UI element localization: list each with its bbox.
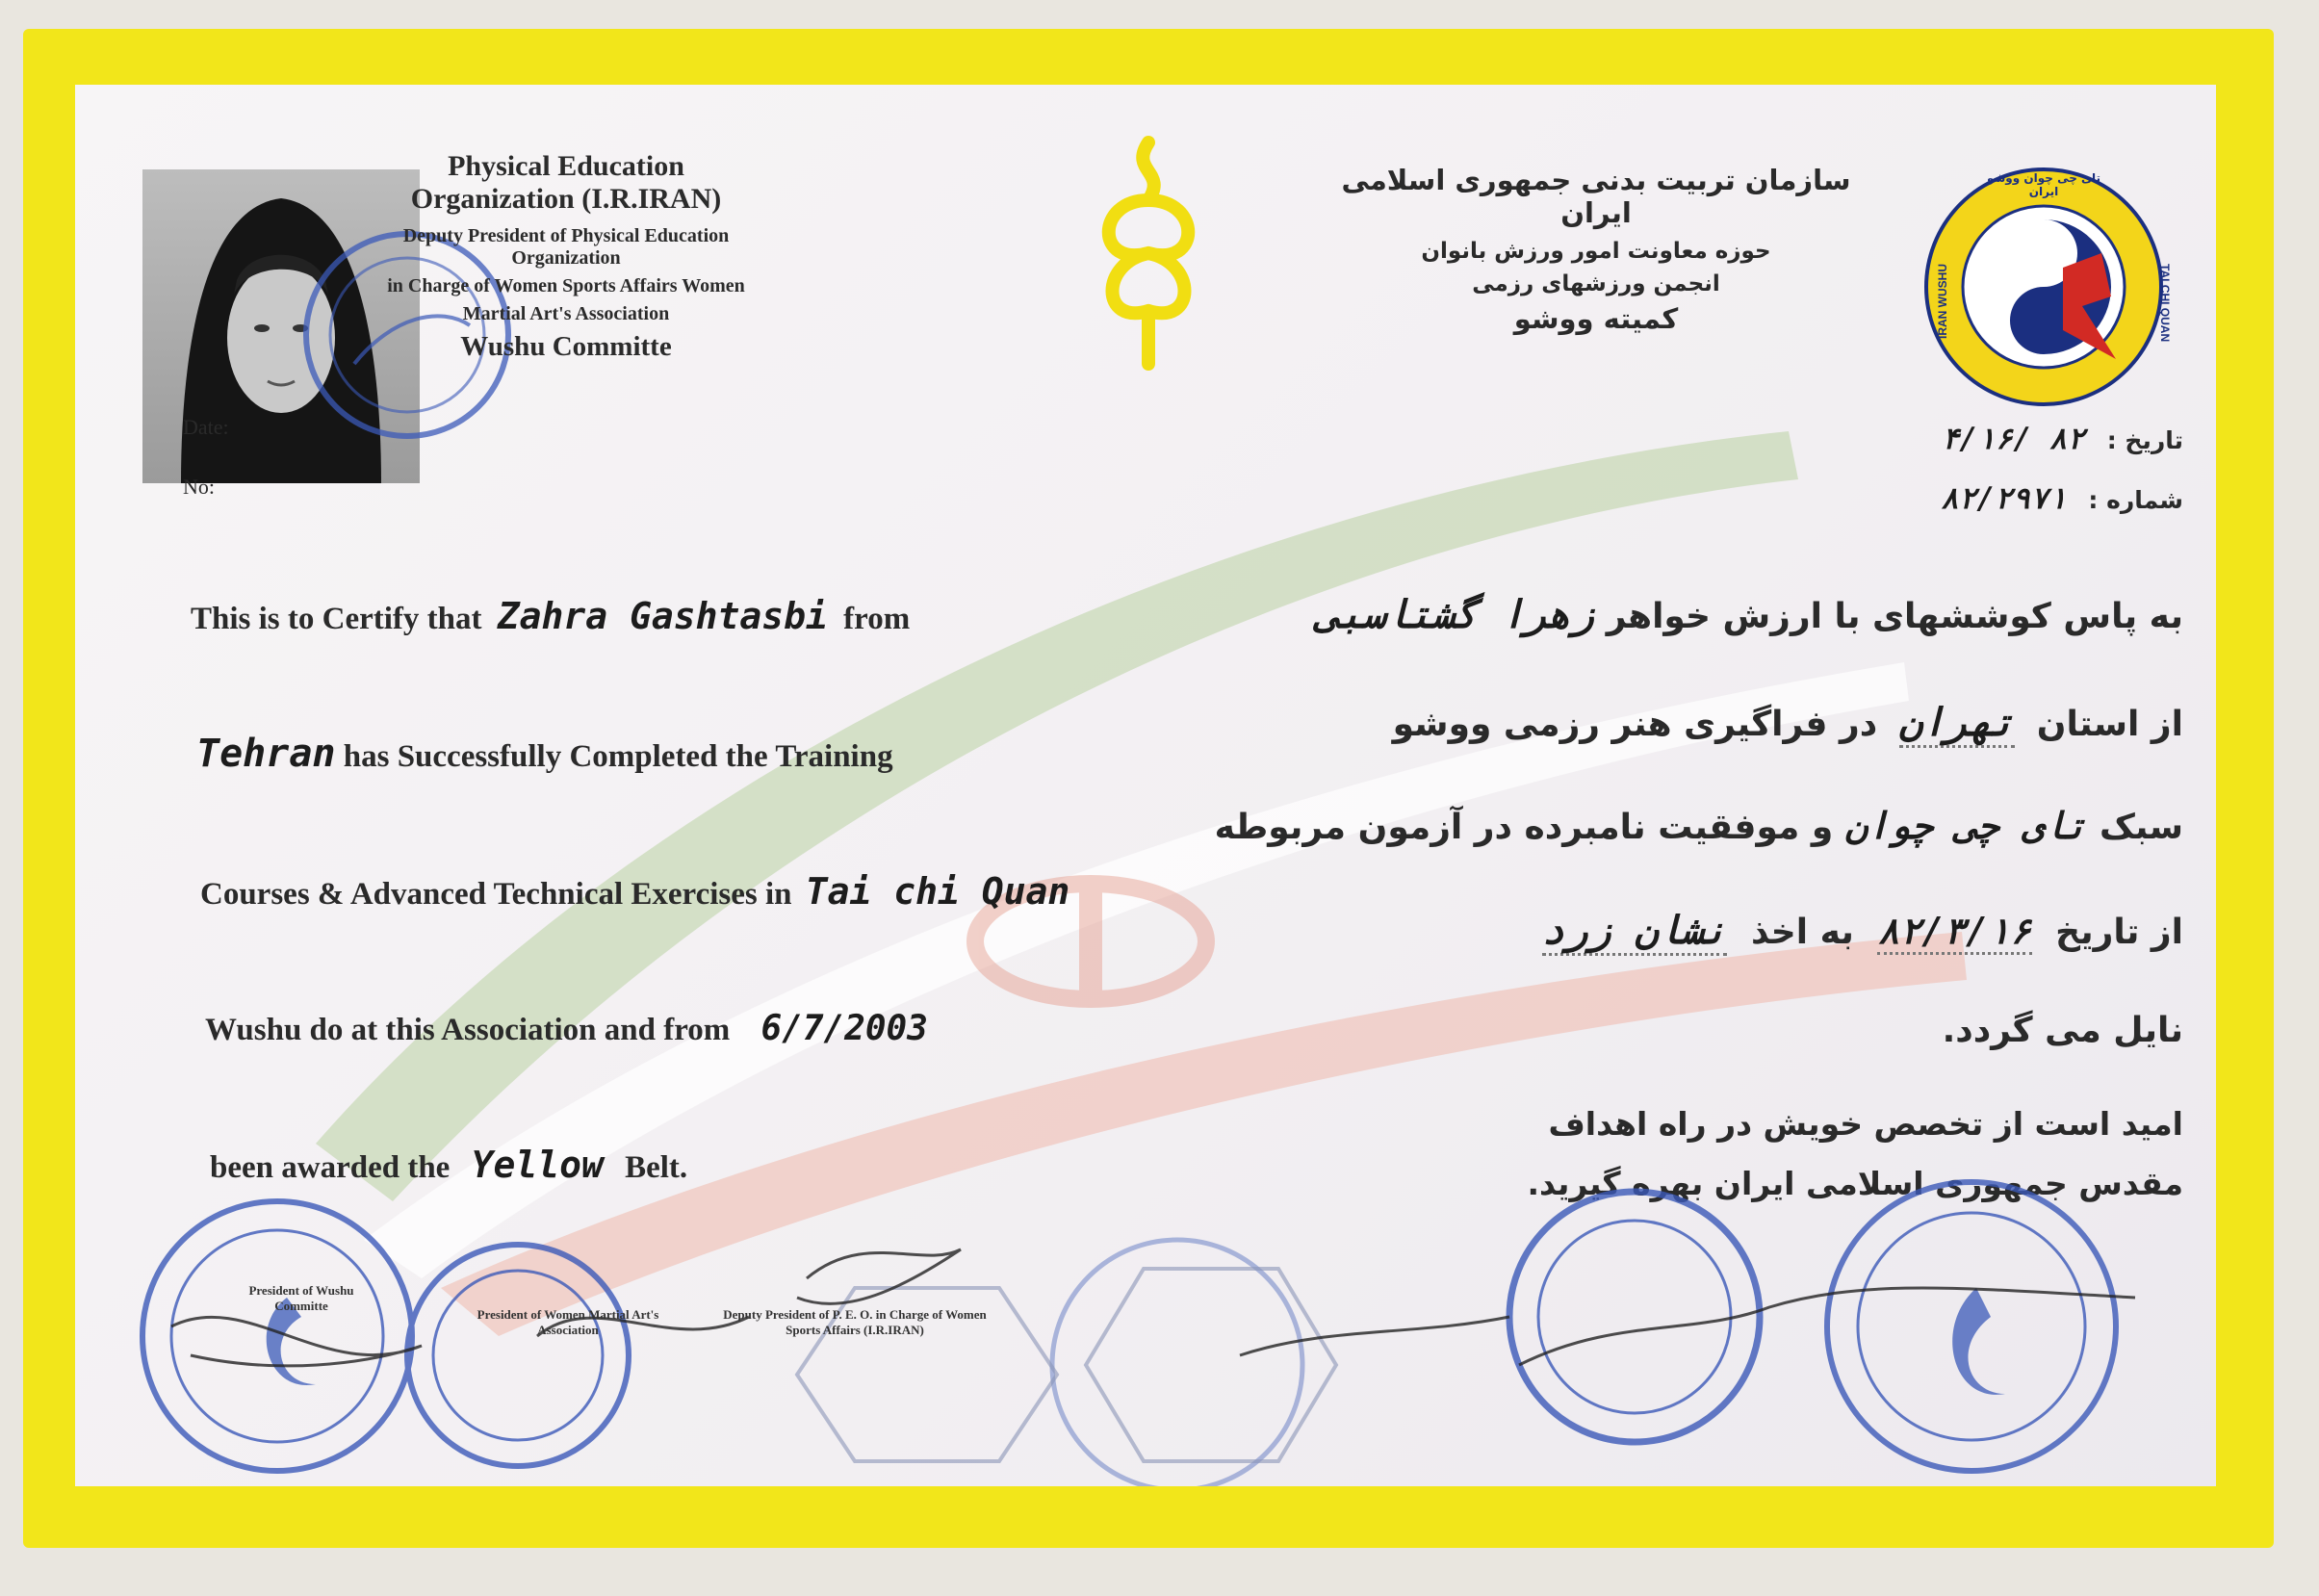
certificate-paper	[75, 85, 2216, 1486]
fa-line2-text: در فراگیری هنر رزمی ووشو	[1392, 705, 1878, 744]
date-label-fa: تاریخ :	[2106, 426, 2183, 454]
fa-line4-prefix: از تاریخ	[2055, 913, 2183, 952]
en-line5-prefix: been awarded the	[210, 1150, 451, 1185]
en-line4-text: Wushu do at this Association and from	[205, 1013, 731, 1047]
seal-stamps	[133, 1172, 2174, 1486]
fa-line3-text: و موفقیت نامبرده در آزمون مربوطه	[1214, 808, 1834, 847]
fa-line4-mid: به اخذ	[1750, 913, 1854, 952]
award-date-fa: ۸۲/۳/۱۶	[1877, 910, 2031, 955]
signature-title-1: President of Wushu Committe	[248, 1283, 354, 1313]
header-fa-line1: سازمان تربیت بدنی جمهوری اسلامی ایران	[1341, 164, 1851, 229]
city-en: Tehran	[196, 732, 336, 776]
logo-text-right: TAI CHI QUAN	[2158, 264, 2172, 343]
en-line5-suffix: Belt.	[625, 1150, 688, 1185]
fa-line3-prefix: سبک	[2100, 808, 2183, 847]
logo-text-top: تای چی چوان ووشو ایران	[1986, 171, 2101, 198]
start-date-en: 6/7/2003	[760, 1009, 928, 1048]
en-line1-suffix: from	[843, 602, 911, 636]
header-en-line3: in Charge of Women Sports Affairs Women	[387, 275, 745, 296]
header-en-line1: Physical Education Organization (I.R.IRAN)	[410, 150, 722, 215]
date-label-en: Date:	[183, 415, 229, 439]
fa-line6-text: امید است از تخصص خویش در راه اهداف	[1548, 1105, 2183, 1143]
logo-text-left: IRAN WUSHU	[1936, 264, 1949, 339]
fa-line1-text: به پاس کوششهای با ارزش خواهر	[1606, 597, 2183, 636]
signature-title-3: Deputy President of P. E. O. in Charge of Women Sports Affairs (I.R.IRAN)	[723, 1307, 987, 1337]
lion-emblem-icon	[1076, 133, 1221, 373]
header-fa-line3: انجمن ورزشهای رزمی	[1472, 271, 1720, 296]
header-fa-line4: کمیته ووشو	[1513, 302, 1679, 335]
style-fa: تای چی چوان	[1844, 805, 2088, 847]
signature-title-2: President of Women Martial Art's Association	[477, 1307, 659, 1337]
header-fa-line2: حوزه معاونت امور ورزش بانوان	[1421, 239, 1771, 264]
fa-line5-text: نایل می گردد.	[1942, 1011, 2183, 1050]
holder-name-fa: زهرا گشتاسبی	[1316, 593, 1595, 637]
en-line1-prefix: This is to Certify that	[191, 602, 482, 636]
en-line3-text: Courses & Advanced Technical Exercises in	[200, 877, 792, 912]
header-en-line5: Wushu Committe	[460, 331, 672, 362]
no-label-en: No:	[183, 475, 215, 499]
en-line2-text: has Successfully Completed the Training	[343, 739, 893, 774]
date-value-fa: ۸۲ /۴/۱۶	[1941, 422, 2085, 456]
fa-line2-prefix: از استان	[2036, 705, 2183, 744]
belt-en: Yellow	[471, 1144, 604, 1186]
city-fa: تهران	[1899, 701, 2015, 748]
fa-line7-text: مقدس جمهوری اسلامی ایران بهره گیرید.	[1527, 1165, 2183, 1202]
style-en: Tai chi Quan	[805, 870, 1070, 913]
header-en-line2: Deputy President of Physical Education Organization	[402, 225, 730, 269]
header-en-line4: Martial Art's Association	[462, 303, 670, 324]
number-value-fa: ۸۲/۲۹۷۱	[1941, 481, 2067, 516]
belt-fa: نشان زرد	[1542, 909, 1728, 956]
number-label-fa: شماره :	[2088, 486, 2183, 514]
holder-name-en: Zahra Gashtasbi	[497, 595, 828, 637]
